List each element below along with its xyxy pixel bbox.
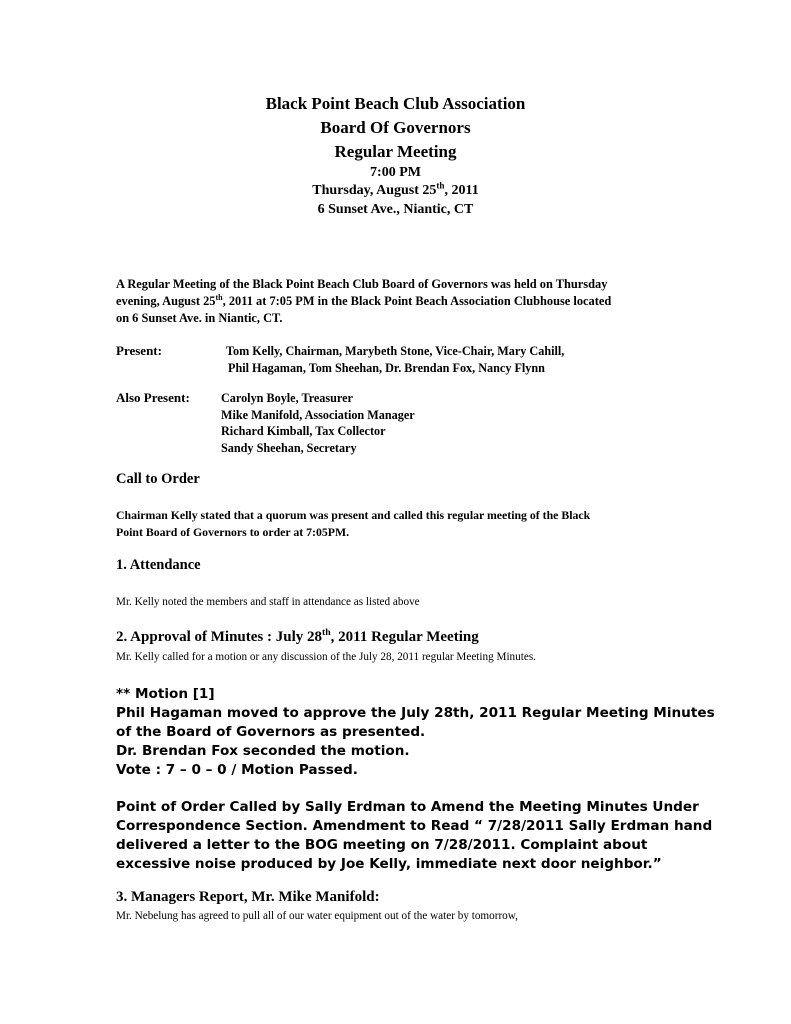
- motion-heading: ** Motion [1]: [116, 686, 215, 702]
- meeting-date-suffix: th: [436, 180, 445, 191]
- meeting-time: 7:00 PM: [370, 165, 421, 180]
- attendance-heading: 1. Attendance: [116, 557, 201, 573]
- org-title: Black Point Beach Club Association: [265, 94, 526, 113]
- point-of-order-line: Point of Order Called by Sally Erdman to Amend the Meeting Minutes Under: [116, 799, 699, 815]
- motion-line: Dr. Brendan Fox seconded the motion.: [116, 743, 410, 759]
- minutes-heading: 2. Approval of Minutes : July 28th, 2011 Regular Meeting: [116, 627, 479, 645]
- point-of-order-line: excessive noise produced by Joe Kelly, immediate next door neighbor.”: [116, 856, 662, 872]
- intro-paragraph: [116, 276, 611, 327]
- managers-report-heading: 3. Managers Report, Mr. Mike Manifold:: [116, 889, 380, 905]
- board-title: Board Of Governors: [320, 118, 471, 137]
- intro-line-2: evening, August 25th, 2011 at 7:05 PM in the Black Point Beach Association Clubhouse located: [116, 292, 612, 308]
- also-present-label: Also Present:: [116, 390, 190, 405]
- intro-line-3: on 6 Sunset Ave. in Niantic, CT.: [116, 311, 283, 325]
- point-of-order-line: Correspondence Section. Amendment to Read “ 7/28/2011 Sally Erdman hand: [116, 818, 713, 834]
- intro-line-1: A Regular Meeting of the Black Point Beach Club Board of Governors was held on Thursday: [116, 277, 608, 291]
- call-to-order-line-2: Point Board of Governors to order at 7:05PM.: [116, 525, 350, 539]
- also-present-names: [221, 390, 415, 456]
- motion-block: [116, 685, 715, 780]
- meeting-date: [0, 180, 791, 199]
- point-of-order-block: [116, 798, 712, 874]
- minutes-text: Mr. Kelly called for a motion or any discussion of the July 28, 2011 regular Meeting Minutes.: [116, 651, 536, 663]
- present-label: Present:: [116, 343, 162, 358]
- meeting-location: 6 Sunset Ave., Niantic, CT: [317, 202, 474, 217]
- motion-line: Phil Hagaman moved to approve the July 28th, 2011 Regular Meeting Minutes: [116, 705, 715, 721]
- also-present-name: Richard Kimball, Tax Collector: [221, 424, 386, 438]
- also-present-name: Carolyn Boyle, Treasurer: [221, 391, 353, 405]
- meeting-date-year: , 2011: [444, 183, 479, 198]
- motion-line: of the Board of Governors as presented.: [116, 724, 426, 740]
- call-to-order-text: [116, 507, 590, 541]
- present-line-2: Phil Hagaman, Tom Sheehan, Dr. Brendan Fox, Nancy Flynn: [228, 360, 545, 375]
- motion-line: Vote : 7 – 0 – 0 / Motion Passed.: [116, 762, 358, 778]
- call-to-order-heading: Call to Order: [116, 471, 200, 487]
- managers-report-text: Mr. Nebelung has agreed to pull all of our water equipment out of the water by tomorrow,: [116, 910, 518, 922]
- attendance-text: Mr. Kelly noted the members and staff in attendance as listed above: [116, 596, 420, 608]
- point-of-order-line: delivered a letter to the BOG meeting on 7/28/2011. Complaint about: [116, 837, 648, 853]
- present-names: [226, 343, 564, 376]
- meeting-type-title: Regular Meeting: [334, 142, 457, 161]
- also-present-name: Mike Manifold, Association Manager: [221, 407, 415, 422]
- meeting-date-text: Thursday, August 25: [312, 183, 437, 198]
- present-line-1: Tom Kelly, Chairman, Marybeth Stone, Vice-Chair, Mary Cahill,: [226, 344, 565, 358]
- also-present-name: Sandy Sheehan, Secretary: [221, 440, 357, 455]
- call-to-order-line-1: Chairman Kelly stated that a quorum was present and called this regular meeting of the Black: [116, 508, 591, 522]
